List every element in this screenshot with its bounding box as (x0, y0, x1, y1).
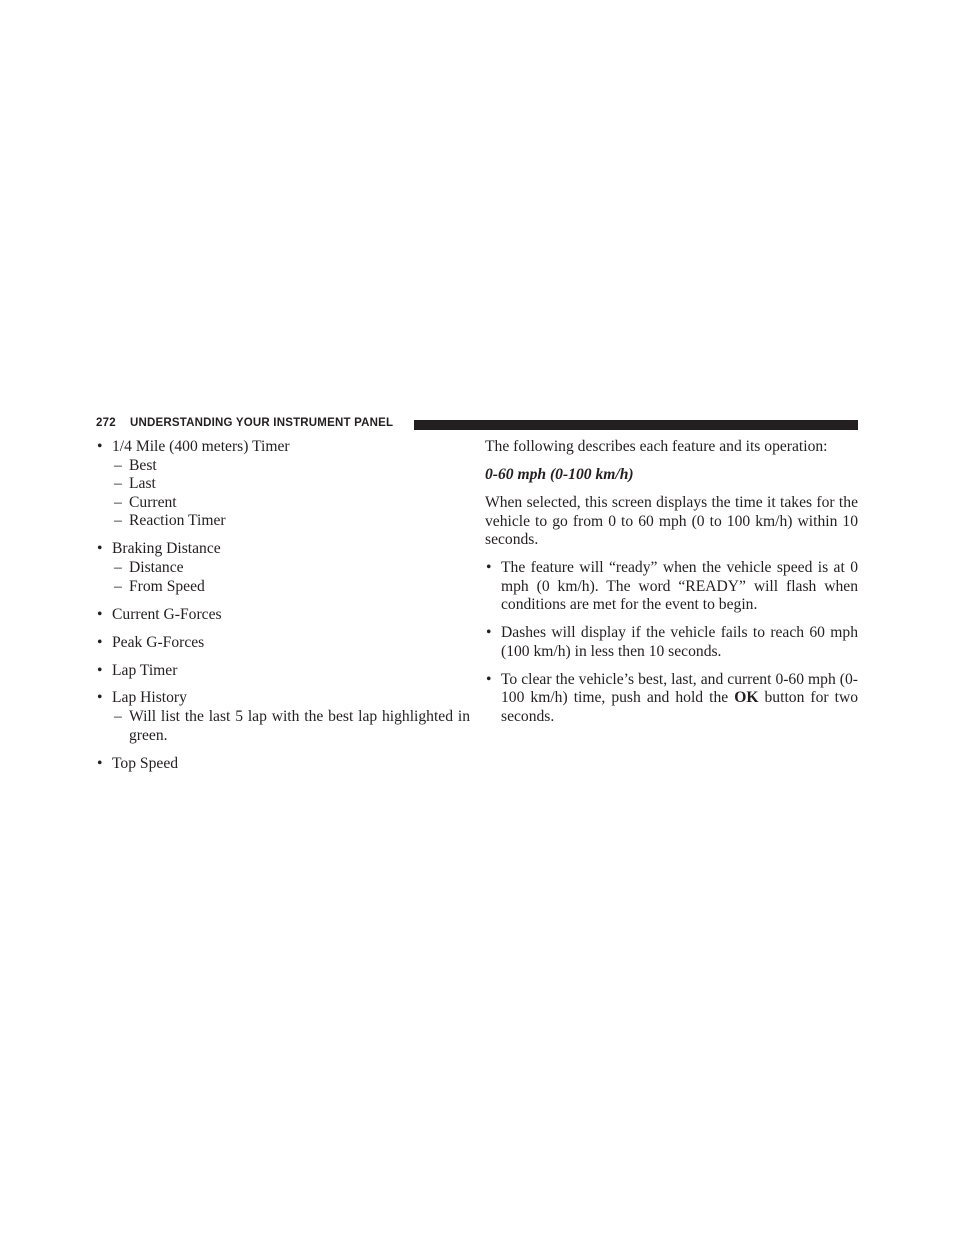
list-item (96, 606, 470, 625)
bullet-item (485, 671, 858, 727)
sub-item: – From Speed (96, 578, 470, 597)
feature-subheading: 0-60 mph (0-100 km/h) (485, 465, 634, 483)
list-item (96, 662, 470, 681)
bullet-label: • Peak G-Forces (96, 634, 470, 653)
page-number: 272 (96, 417, 116, 429)
bullet-label: • 1/4 Mile (400 meters) Timer (96, 438, 470, 457)
bullet-label: • Braking Distance (96, 540, 470, 559)
list-item (96, 438, 470, 531)
page-header (96, 416, 858, 434)
bullet-label: • Lap Timer (96, 662, 470, 681)
list-item (96, 689, 470, 745)
sub-item: – Last (96, 475, 470, 494)
list-item (96, 634, 470, 653)
sub-item: – Distance (96, 559, 470, 578)
sub-item: – Current (96, 494, 470, 513)
sub-item: – Best (96, 457, 470, 476)
bullet-text: To clear the vehicle’s best, last, and current 0-60 mph (0-100 km/h) time, push and hold the (501, 670, 858, 707)
bullet-label: • Lap History (96, 689, 470, 708)
sub-item: – Will list the last 5 lap with the best lap highlighted in green. (96, 708, 470, 745)
bullet-item: • Dashes will display if the vehicle fails to reach 60 mph (100 km/h) in less then 10 seconds. (485, 624, 858, 661)
list-item (96, 540, 470, 596)
bullet-label: • Current G-Forces (96, 606, 470, 625)
bullet-label: • Top Speed (96, 755, 470, 774)
bullet-item: • The feature will “ready” when the vehicle speed is at 0 mph (0 km/h). The word “READY” will flash when conditions are met for the event to begin. (485, 559, 858, 615)
section-title: UNDERSTANDING YOUR INSTRUMENT PANEL (130, 417, 394, 429)
sub-item: – Reaction Timer (96, 512, 470, 531)
ok-button-label: OK (734, 689, 759, 707)
description-paragraph: When selected, this screen displays the time it takes for the vehicle to go from 0 to 60 mph (0 to 100 km/h) within 10 seconds. (485, 493, 858, 549)
bullet-text: button for two seconds. (501, 689, 858, 726)
list-item (96, 755, 470, 774)
left-column (96, 438, 470, 783)
intro-paragraph: The following describes each feature and its operation: (485, 438, 828, 455)
header-rule (414, 420, 858, 430)
right-column (485, 438, 858, 736)
